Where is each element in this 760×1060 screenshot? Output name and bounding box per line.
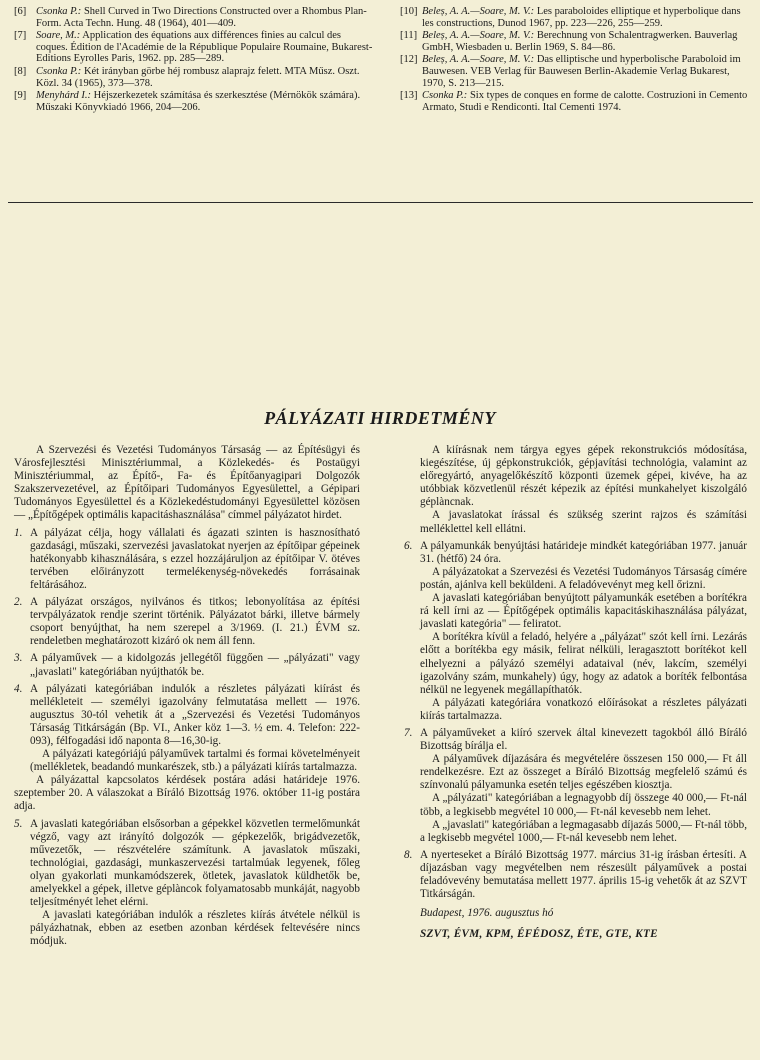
reference-number: [9] (14, 90, 27, 102)
list-item (14, 596, 360, 648)
item-text: A pályázat országos, nyilvános és titkos; lebonyolítása az építési tervpályázatok rendje szerint történik. Pályázatot bárki, illetve bármely csoport benyújthat, ha nem szerepel a 3/1969. (I. 21.) ÉVM sz. rendeletben meghatározott kizáró ok nem áll fenn. (30, 596, 360, 648)
reference-number: [12] (400, 54, 418, 66)
item-text: A pályaművek — a kidolgozás jellegétől függően — „pályázati" vagy „javaslati" kategóriában nyújthatók be. (30, 652, 360, 678)
reference-text: Berechnung von Schalentragwerken. Bauverlag GmbH, Wiesbaden u. Berlin 1969, S. 84—86. (422, 30, 738, 53)
item-number: 7. (404, 726, 413, 739)
item-paragraph: A javaslatokat írással és szükség szerint rajzos és számítási melléklettel kell ellátni. (420, 509, 747, 535)
item-paragraph: A pályaművek díjazására és megvételére összesen 150 000,— Ft áll rendelkezésre. Ezt az összeget a Bíráló Bizottság megfelelő számú és színvonalú pályamunka esetén teljes egészében kiosztja. (420, 753, 747, 792)
item-number: 5. (14, 817, 23, 830)
references-section (10, 6, 752, 196)
item-text: A pályázati kategóriában indulók a részletes pályázati kiírást és mellékleteit — személyi igazolvány felmutatása mellett — 1976. augusztus 30-tól vehetik át a „Szervezési és Vezetési Tudományos Társaság Titkárságán (Bp. VI., Anker köz 1—3. ½ em. 4. Telefon: 222-093), félfogadási idő naponta 8—16,30-ig. (30, 682, 360, 747)
item-paragraph: A „javaslati" kategóriában a legmagasabb díjazás 5000,— Ft-nál több, a legkisebb megvétel 1000,— Ft-nál kevesebb nem lehet. (420, 818, 747, 844)
list-item (14, 683, 360, 748)
references-left-column (14, 6, 374, 114)
item-text: A pályázat célja, hogy vállalati és ágazati szinten is hasznosítható gazdasági, műszaki, szervezési javaslatokat nyerjen az építőipar gépeinek hatékonyabb kihasználására, s ezzel hozzájáruljon az építőipar V. ötéves tervében előirányzott termelékenység-növekedés forrásainak feltárásához. (30, 526, 360, 591)
item-number: 8. (404, 848, 413, 861)
reference-item (400, 30, 752, 53)
reference-item (400, 54, 752, 89)
list-item (14, 818, 360, 910)
reference-text: Két irányban görbe héj rombusz alaprajz felett. MTA Műsz. Oszt. Közl. 34 (1965), 373—378. (36, 65, 360, 89)
item-text: A pályamunkák benyújtási határideje mindkét kategóriában 1977. január 31. (hétfő) 24 óra. (420, 539, 747, 565)
reference-text: Das elliptische und hyperbolische Paraboloid im Bauwesen. VEB Verlag für Bauwesen Berlin-Akademie Verlag Bukarest, 1970, S. 213—215. (422, 54, 741, 89)
item-text: A nyerteseket a Bíráló Bizottság 1977. március 31-ig írásban értesíti. A díjazásban vagy megvételben nem részesült pályaművek a postai feladóvevény bemutatása mellett 1977. április 15-ig vehetők át az SZVT Titkárságán. (420, 848, 747, 901)
item-paragraph: A borítékra kívül a feladó, helyére a „pályázat" szót kell írni. Lezárás előtt a borítékba egy másik, felirat nélküli, leragasztott borítékot kell elhelyezni a pályázó személyi adataival (név, lakcím, személyi igazolvány szám, munkahely) úgy, hogy az adatok a boríték felbontása nélkül ne legyenek megállapíthatók. (420, 631, 747, 696)
item-text: A javaslati kategóriában elsősorban a gépekkel közvetlen termelőmunkát végző, vagy azt irányító dolgozók — gépkezelők, brigádvezetők, művezetők, — részvételére számítunk. A javaslatok műszaki, technológiai, gazdasági, munkaszervezési tartalmúak legyenek, főleg olyan gyakorlati munkamódszerek, ötletek, javaslatok küldhetők be, amelyekkel a gépek, illetve géplàncok folyamatosabb munkáját, nagyobb teljesítményét lehet elérni. (30, 817, 360, 909)
item-paragraph: A javaslati kategóriában benyújtott pályamunkák esetében a borítékra rá kell írni az — Építőgépek optimális kapacitáskihasználása pályázat, javaslati kategória" — feliratot. (420, 592, 747, 631)
item-paragraph: A pályázattal kapcsolatos kérdések postára adási határideje 1976. szeptember 20. A válaszokat a Bíráló Bizottság 1976. október 11-ig postára adja. (14, 774, 360, 813)
announcement-left-column (14, 444, 360, 948)
reference-text: Shell Curved in Two Directions Constructed over a Rhombus Plan-Form. Acta Techn. Hung. 48 (1964), 401—409. (36, 6, 367, 29)
item-number: 2. (14, 596, 23, 609)
item-paragraph: A kiírásnak nem tárgya egyes gépek rekonstrukciós módosítása, kiegészítése, új gépkonstrukciók, gépjavítási technológia, valamint az előregyártó, anyagelőkészítő központi üzemek gépei, kivéve, ha az utóbbiak közvetlenül részét képezik az építési munkahelyet kiszolgáló géplàncnak. (420, 444, 747, 509)
reference-text: Application des équations aux différences finies au calcul des coques. Édition de l'Académie de la République Populaire Roumaine, Bukarest-Editions Eyrolles Paris, 1962. pp. 285—289. (36, 30, 373, 65)
reference-number: [11] (400, 30, 418, 42)
list-item (404, 849, 747, 901)
references-right-column (400, 6, 752, 114)
item-number: 6. (404, 539, 413, 552)
reference-item (14, 90, 374, 113)
list-item (14, 527, 360, 592)
item-paragraph: A javaslati kategóriában indulók a részletes kiírás átvétele nélkül is pályázhatnak, ebben az esetben azonban kérdések feltevésére nincs módjuk. (30, 909, 360, 948)
reference-number: [6] (14, 6, 27, 17)
reference-item (400, 6, 752, 29)
reference-author: Csonka P.: (422, 90, 468, 102)
item-number: 3. (14, 652, 23, 665)
reference-number: [13] (400, 90, 418, 102)
reference-text: Héjszerkezetek számítása és szerkesztése (Mérnökök számára). Műszaki Könyvkiadó 1966, 204—206. (36, 90, 361, 113)
announcement-right-column (404, 444, 747, 941)
reference-author: Csonka P.: (36, 65, 82, 77)
reference-author: Csonka P.: (36, 6, 82, 17)
announcement-title: PÁLYÁZATI HIRDETMÉNY (264, 408, 496, 428)
announcement-intro: A Szervezési és Vezetési Tudományos Társaság — az Építésügyi és Városfejlesztési Minisztériummal, a Közlekedés- és Postaügyi Minisztériummal, az Építő-, Fa- és Építőanyagipari Dolgozók Szakszervezetével, az Építőipari Tudományos Egyesülettel, a Gépipari Tudományos Egyesülettel és a Közlekedéstudományi Egyesülettel közösen — „Építőgépek optimális kapacitáshasználása" címmel pályázatot hirdet. (14, 444, 360, 522)
item-paragraph: A „pályázati" kategóriában a legnagyobb díj összege 40 000,— Ft-nál több, a legkisebb megvétel 10 000,— Ft-nál kevesebb nem lehet. (420, 792, 747, 818)
reference-item (14, 66, 374, 89)
item-number: 4. (14, 682, 23, 695)
reference-author: Soare, M.: (36, 30, 81, 42)
item-text: A pályaműveket a kiíró szervek által kinevezett tagokból álló Bíráló Bizottság bírálja el. (420, 726, 747, 753)
reference-author: Menyhárd I.: (36, 90, 92, 102)
list-item (14, 652, 360, 678)
reference-text: Six types de conques en forme de calotte. Costruzioni in Cemento Armato, Studi e Rendiconti. Ital Cementi 1974. (422, 90, 748, 113)
item-paragraph: A pályázatokat a Szervezési és Vezetési Tudományos Társaság címére postán, ajánlva kell beküldeni. A feladóvevényt meg kell őrizni. (420, 565, 747, 591)
reference-author: Beleș, A. A.—Soare, M. V.: (422, 30, 535, 42)
reference-number: [8] (14, 65, 27, 77)
reference-number: [7] (14, 30, 27, 42)
reference-item (400, 90, 752, 113)
signature-organizations: SZVT, ÉVM, KPM, ÉFÉDOSZ, ÉTE, GTE, KTE (420, 928, 658, 941)
signature-date: Budapest, 1976. augusztus hó (420, 907, 554, 920)
item-paragraph: A pályázati kategóriára vonatkozó előírásokat a részletes pályázati kiírás tartalmazza. (420, 696, 747, 722)
list-item (404, 727, 747, 753)
item-paragraph: A pályázati kategóriájú pályaművek tartalmi és formai követelményeit (mellékletek, beadandó munkarészek, stb.) a pályázati kiírás tartalmazza. (30, 748, 360, 774)
list-item (404, 540, 747, 566)
item-number: 1. (14, 526, 23, 539)
reference-author: Beleș, A. A.—Soare, M. V.: (422, 6, 535, 17)
reference-author: Beleș, A. A.—Soare, M. V.: (422, 54, 535, 66)
reference-number: [10] (400, 6, 418, 17)
reference-item (14, 6, 374, 29)
reference-item (14, 30, 374, 65)
reference-text: Les paraboloides elliptique et hyperbolique dans les constructions, Dunod 1967, pp. 223—226, 255—259. (422, 6, 741, 29)
section-divider (8, 202, 753, 203)
